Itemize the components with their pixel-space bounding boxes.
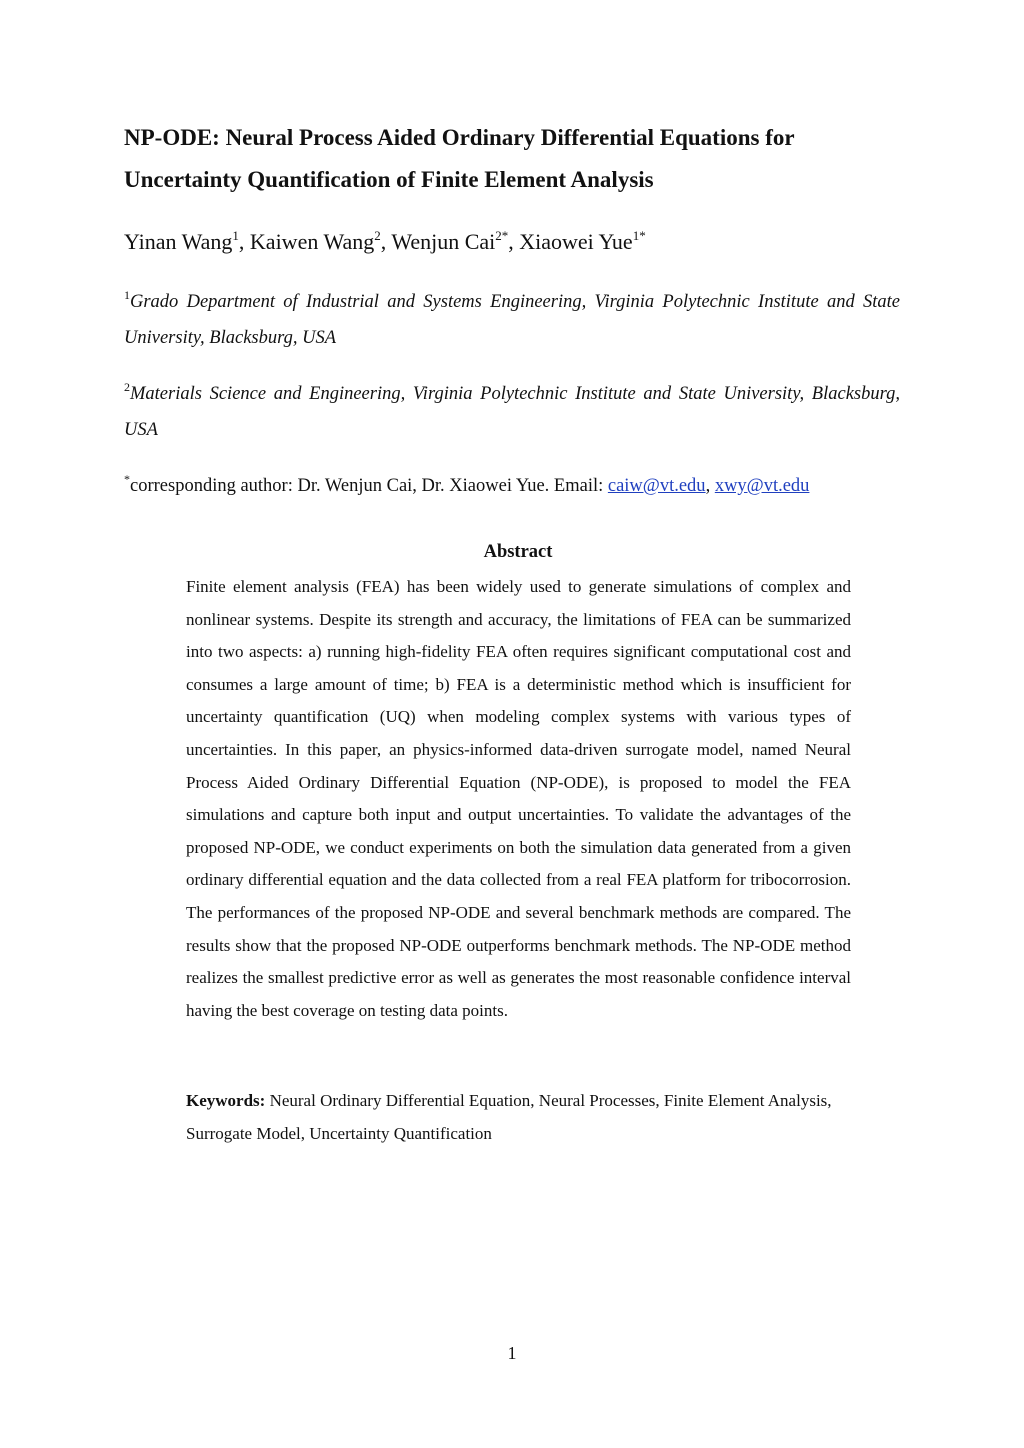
keywords-label: Keywords: xyxy=(186,1091,266,1110)
author-list xyxy=(124,227,904,257)
title-line-2: Uncertainty Quantification of Finite Element Analysis xyxy=(124,167,654,192)
corresponding-text: corresponding author: Dr. Wenjun Cai, Dr. Xiaowei Yue. Email: xyxy=(130,476,608,496)
email-separator: , xyxy=(705,476,715,496)
author-separator: , xyxy=(238,229,250,254)
author-1 xyxy=(124,229,239,254)
author-affiliation-mark: 2 xyxy=(374,228,381,243)
affiliation-text: Grado Department of Industrial and Systems Engineering, Virginia Polytechnic Institute and State University, Blacksburg, USA xyxy=(124,292,900,348)
author-3 xyxy=(391,229,508,254)
author-4 xyxy=(519,229,645,254)
abstract-body: Finite element analysis (FEA) has been widely used to generate simulations of complex and nonlinear systems. Despite its strength and accuracy, the limitations of FEA can be summarized into two aspects: a) running high-fidelity FEA often requires significant computational cost and consumes a large amount of time; b) FEA is a deterministic method which is insufficient for uncertainty quantification (UQ) when modeling complex systems with various types of uncertainties. In this paper, an physics-informed data-driven surrogate model, named Neural Process Aided Ordinary Differential Equation (NP-ODE), is proposed to model the FEA simulations and capture both input and output uncertainties. To validate the advantages of the proposed NP-ODE, we conduct experiments on both the simulation data generated from a given ordinary differential equation and the data collected from a real FEA platform for tribocorrosion. The performances of the proposed NP-ODE and several benchmark methods are compared. The results show that the proposed NP-ODE outperforms benchmark methods. The NP-ODE method realizes the smallest predictive error as well as generates the most reasonable confidence interval having the best coverage on testing data points. xyxy=(186,577,851,1020)
corresponding-mark: * xyxy=(124,472,130,486)
email-link-xwy[interactable]: xwy@vt.edu xyxy=(714,476,810,496)
author-name: Yinan Wang xyxy=(124,229,233,254)
paper-title xyxy=(124,117,914,201)
abstract-heading: Abstract xyxy=(483,542,553,562)
author-separator: , xyxy=(508,229,520,254)
author-separator: , xyxy=(380,229,392,254)
author-name: Xiaowei Yue xyxy=(519,229,633,254)
affiliation-text: Materials Science and Engineering, Virginia Polytechnic Institute and State University, Blacksburg, USA xyxy=(124,384,900,440)
affiliation-mark: 1 xyxy=(124,288,130,302)
author-affiliation-mark: 1 xyxy=(232,228,239,243)
email-link-caiw[interactable]: caiw@vt.edu xyxy=(607,476,706,496)
keywords-text: Neural Ordinary Differential Equation, Neural Processes, Finite Element Analysis, Surrogate Model, Uncertainty Quantification xyxy=(186,1091,832,1143)
affiliation-mark: 2 xyxy=(124,380,130,394)
affiliation-2 xyxy=(124,376,900,448)
corresponding-author-note xyxy=(124,468,914,504)
title-line-1: NP-ODE: Neural Process Aided Ordinary Differential Equations for xyxy=(124,125,795,150)
author-2 xyxy=(250,229,381,254)
keywords xyxy=(186,1085,846,1150)
author-name: Wenjun Cai xyxy=(391,229,496,254)
author-name: Kaiwen Wang xyxy=(249,229,375,254)
page-number: 1 xyxy=(507,1343,517,1363)
author-affiliation-mark: 1* xyxy=(632,228,646,243)
affiliation-1 xyxy=(124,284,900,356)
author-affiliation-mark: 2* xyxy=(495,228,509,243)
